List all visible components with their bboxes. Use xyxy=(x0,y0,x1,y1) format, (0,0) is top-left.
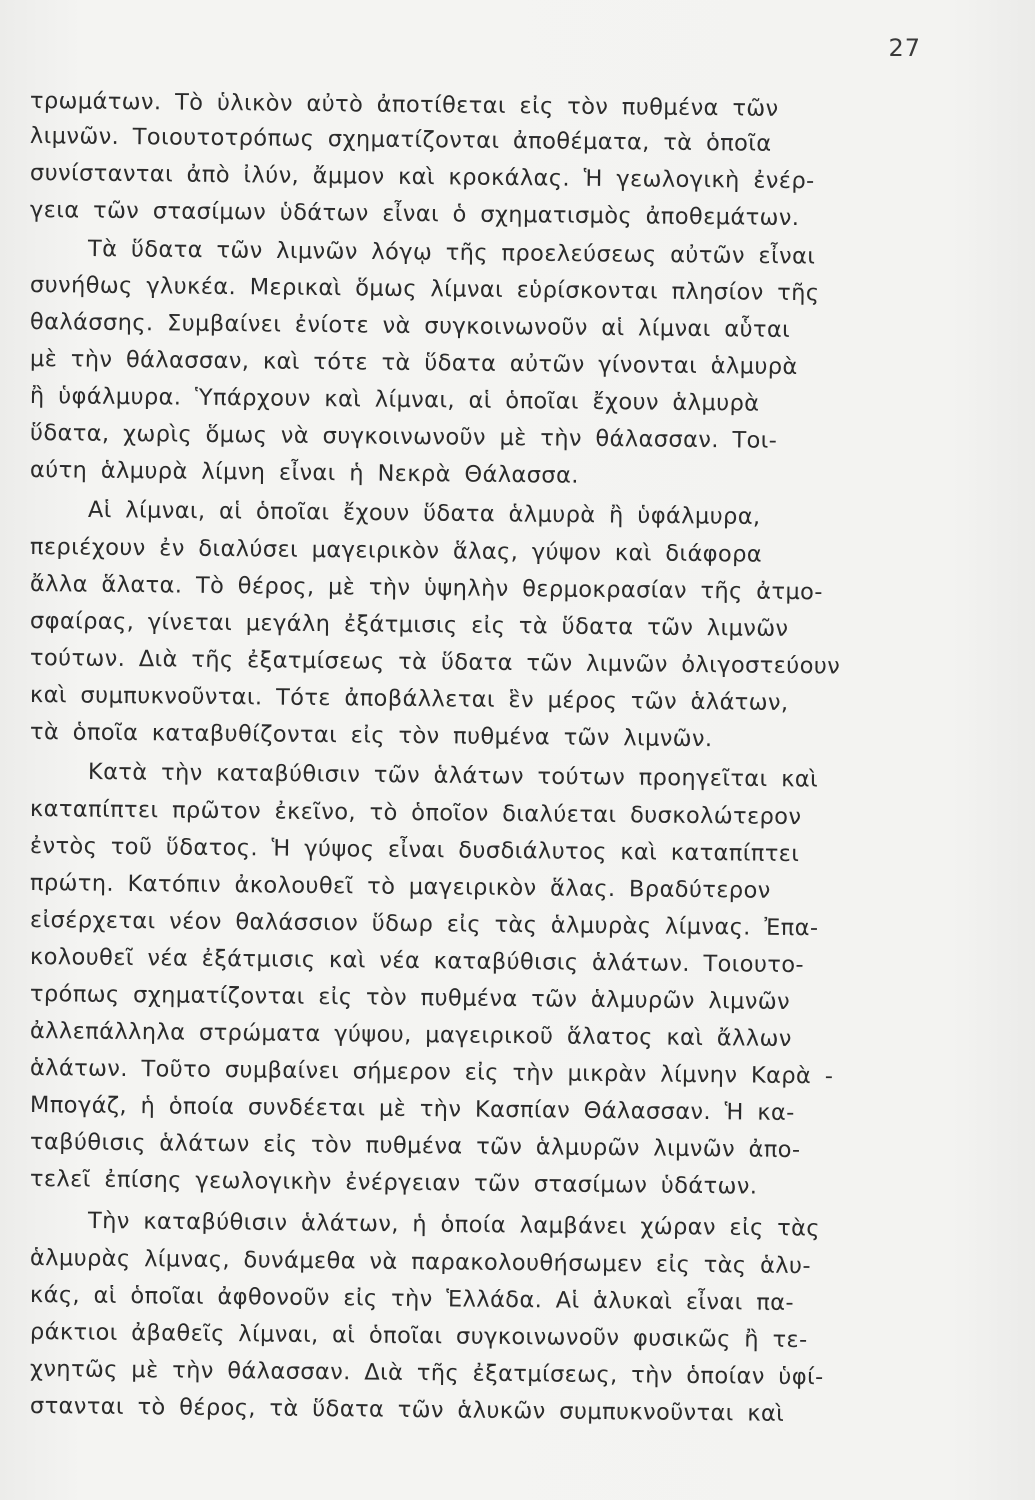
page-number: 27 xyxy=(888,34,921,62)
text-line: ράκτιοι ἀβαθεῖς λίμναι, αἱ ὁποῖαι συγκοινωνοῦν φυσικῶς ἢ τε- xyxy=(29,1319,808,1354)
text-line: κολουθεῖ νέα ἐξάτμισις καὶ νέα καταβύθισις ἁλάτων. Τοιουτο- xyxy=(29,944,805,979)
text-line: ἄλλα ἅλατα. Τὸ θέρος, μὲ τὴν ὑψηλὴν θερμοκρασίαν τῆς ἀτμο- xyxy=(29,571,823,606)
text-line: Μπογάζ, ἡ ὁποία συνδέεται μὲ τὴν Κασπίαν Θάλασσαν. Ἡ κα- xyxy=(29,1092,795,1127)
text-line: ὕδατα, χωρὶς ὅμως νὰ συγκοινωνοῦν μὲ τὴν θάλασσαν. Τοι- xyxy=(29,420,778,454)
text-line: θαλάσσης. Συμβαίνει ἐνίοτε νὰ συγκοινωνοῦν αἱ λίμναι αὗται xyxy=(29,309,791,343)
text-line: συνήθως γλυκέα. Μερικαὶ ὅμως λίμναι εὑρίσκονται πλησίον τῆς xyxy=(29,272,820,307)
text-line: ταβύθισις ἁλάτων εἰς τὸν πυθμένα τῶν ἁλμυρῶν λιμνῶν ἀπο- xyxy=(29,1129,801,1164)
text-line: Κατὰ τὴν καταβύθισιν τῶν ἁλάτων τούτων προηγεῖται καὶ xyxy=(87,759,819,793)
text-line: Τὰ ὕδατα τῶν λιμνῶν λόγῳ τῆς προελεύσεως αὐτῶν εἶναι xyxy=(87,236,816,270)
text-line: τὰ ὁποῖα καταβυθίζονται εἰς τὸν πυθμένα τῶν λιμνῶν. xyxy=(29,719,713,753)
text-line: λιμνῶν. Τοιουτοτρόπως σχηματίζονται ἀποθέματα, τὰ ὁποῖα xyxy=(29,123,772,157)
text-line: αύτη ἁλμυρὰ λίμνη εἶναι ἡ Νεκρὰ Θάλασσα. xyxy=(29,457,579,489)
text-line: σφαίρας, γίνεται μεγάλη ἐξάτμισις εἰς τὰ ὕδατα τῶν λιμνῶν xyxy=(29,608,789,642)
text-line: ἐντὸς τοῦ ὕδατος. Ἡ γύψος εἶναι δυσδιάλυτος καὶ καταπίπτει xyxy=(29,833,800,868)
text-line: Τὴν καταβύθισιν ἁλάτων, ἡ ὁποία λαμβάνει χώραν εἰς τὰς xyxy=(87,1208,821,1242)
text-line: τρωμάτων. Τὸ ὑλικὸν αὐτὸ ἀποτίθεται εἰς τὸν πυθμένα τῶν xyxy=(29,88,779,122)
text-line: τρόπως σχηματίζονται εἰς τὸν πυθμένα τῶν ἁλμυρῶν λιμνῶν xyxy=(29,981,791,1015)
text-line: περιέχουν ἐν διαλύσει μαγειρικὸν ἅλας, γύψον καὶ διάφορα xyxy=(29,534,763,568)
text-line: κάς, αἱ ὁποῖαι ἀφθονοῦν εἰς τὴν Ἑλλάδα. Αἱ ἁλυκαὶ εἶναι πα- xyxy=(29,1282,795,1316)
text-line: πρώτη. Κατόπιν ἀκολουθεῖ τὸ μαγειρικὸν ἅλας. Βραδύτερον xyxy=(29,870,771,904)
text-line: γεια τῶν στασίμων ὑδάτων εἶναι ὁ σχηματισμὸς ἀποθεμάτων. xyxy=(29,197,800,232)
text-line: ἢ ὑφάλμυρα. Ὑπάρχουν καὶ λίμναι, αἱ ὁποῖαι ἔχουν ἁλμυρὰ xyxy=(29,383,760,417)
text-line: Αἱ λίμναι, αἱ ὁποῖαι ἔχουν ὕδατα ἁλμυρὰ ἢ ὑφάλμυρα, xyxy=(87,497,761,531)
text-line: εἰσέρχεται νέον θαλάσσιον ὕδωρ εἰς τὰς ἁλμυρὰς λίμνας. Ἐπα- xyxy=(29,907,819,942)
text-line: συνίστανται ἀπὸ ἰλύν, ἄμμον καὶ κροκάλας. Ἡ γεωλογικὴ ἐνέρ- xyxy=(29,160,815,195)
text-line: ἁλάτων. Τοῦτο συμβαίνει σήμερον εἰς τὴν μικρὰν λίμνην Καρὰ - xyxy=(29,1055,834,1090)
text-line: τούτων. Διὰ τῆς ἐξατμίσεως τὰ ὕδατα τῶν λιμνῶν ὀλιγοστεύουν xyxy=(29,645,841,680)
text-line: μὲ τὴν θάλασσαν, καὶ τότε τὰ ὕδατα αὐτῶν γίνονται ἁλμυρὰ xyxy=(29,346,798,381)
text-line: χνητῶς μὲ τὴν θάλασσαν. Διὰ τῆς ἐξατμίσεως, τὴν ὁποίαν ὑφί- xyxy=(29,1356,824,1391)
text-line: στανται τὸ θέρος, τὰ ὕδατα τῶν ἁλυκῶν συμπυκνοῦνται καὶ xyxy=(29,1393,785,1427)
text-line: τελεῖ ἐπίσης γεωλογικὴν ἐνέργειαν τῶν στασίμων ὑδάτων. xyxy=(29,1166,758,1200)
text-line: καταπίπτει πρῶτον ἐκεῖνο, τὸ ὁποῖον διαλύεται δυσκολώτερον xyxy=(29,796,802,831)
text-line: ἁλμυρὰς λίμνας, δυνάμεθα νὰ παρακολουθήσωμεν εἰς τὰς ἁλυ- xyxy=(29,1245,812,1280)
text-line: ἀλλεπάλληλα στρώματα γύψου, μαγειρικοῦ ἅλατος καὶ ἄλλων xyxy=(29,1018,792,1052)
text-line: καὶ συμπυκνοῦνται. Τότε ἀποβάλλεται ἓν μέρος τῶν ἁλάτων, xyxy=(29,682,789,716)
